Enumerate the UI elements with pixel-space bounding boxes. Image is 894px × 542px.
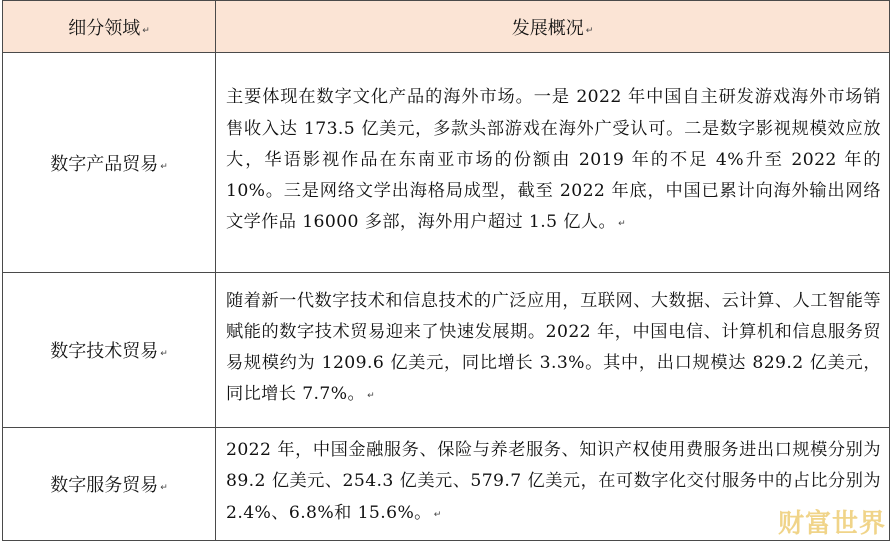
field-cell [3, 273, 216, 428]
header-field-cell [3, 1, 216, 53]
header-overview-label: 发展概况 [511, 17, 584, 39]
paragraph-mark-icon: ↵ [618, 219, 627, 230]
watermark-logo: 财富世界 [777, 509, 886, 539]
field-label: 数字技术贸易 [50, 341, 159, 362]
field-label: 数字服务贸易 [50, 475, 159, 496]
table-row [3, 428, 890, 541]
paragraph-mark-icon: ↵ [160, 349, 168, 359]
table-row [3, 273, 890, 428]
overview-cell [216, 53, 890, 273]
info-table [2, 0, 890, 541]
overview-text: 主要体现在数字文化产品的海外市场。一是 2022 年中国自主研发游戏海外市场销售收入达 173.5 亿美元，多款头部游戏在海外广受认可。二是数字影视规模效应放大，华语影视作品在东南亚市场的份额由 2019 年的不足 4%升至 2022 年的 10%。三是网络文学出海格局成型，截至 2022 年底，中国已累计向海外输出网络文学作品 16000 多部，海外用户超过 1.5 亿人。 [226, 87, 881, 233]
table-row [3, 53, 890, 273]
paragraph-mark-icon: ↵ [367, 391, 376, 402]
paragraph-mark-icon: ↵ [433, 509, 442, 520]
paragraph-mark-icon: ↵ [160, 483, 168, 493]
header-overview-cell [216, 1, 890, 53]
overview-cell [216, 273, 890, 428]
overview-text: 随着新一代数字技术和信息技术的广泛应用，互联网、大数据、云计算、人工智能等赋能的数字技术贸易迎来了快速发展期。2022 年，中国电信、计算机和信息服务贸易规模约为 1209.6 亿美元，同比增长 3.3%。其中，出口规模达 829.2 亿美元，同比增长 7.7%。 [226, 290, 881, 405]
field-cell [3, 428, 216, 541]
overview-cell [216, 428, 890, 541]
paragraph-mark-icon: ↵ [585, 25, 594, 36]
header-row [3, 1, 890, 53]
field-cell [3, 53, 216, 273]
field-label: 数字产品贸易 [50, 153, 159, 175]
header-field-label: 细分领域 [68, 17, 141, 39]
overview-text: 2022 年，中国金融服务、保险与养老服务、知识产权使用费服务进出口规模分别为 89.2 亿美元、254.3 亿美元、579.7 亿美元，在可数字化交付服务中的占比分别为 2.4%、6.8%和 15.6%。 [226, 440, 881, 523]
paragraph-mark-icon: ↵ [142, 25, 150, 36]
paragraph-mark-icon: ↵ [160, 161, 168, 172]
